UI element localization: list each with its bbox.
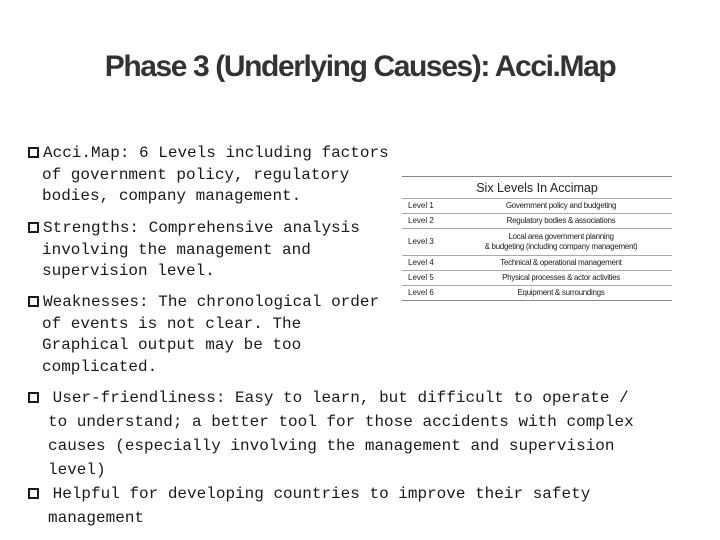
table-row <box>402 255 672 270</box>
bullet-text: causes (especially involving the management and supervision <box>48 437 615 455</box>
bullet-text: of government policy, regulatory <box>42 165 350 184</box>
level-description-line: Local area government planning <box>508 232 614 241</box>
level-label: Level 2 <box>408 216 434 225</box>
checkbox-bullet-icon <box>28 392 39 403</box>
table-row <box>402 213 672 228</box>
checkbox-bullet-icon <box>28 222 39 233</box>
bullet-text: supervision level. <box>42 262 215 280</box>
level-description: Government policy and budgeting <box>505 201 617 210</box>
bullet-accimap <box>28 143 389 208</box>
bullet-term: Weaknesses: <box>43 293 149 311</box>
bullet-text: Comprehensive analysis <box>148 219 360 237</box>
level-description: Equipment & surroundings <box>517 288 605 297</box>
bullet-text: management <box>48 509 145 527</box>
table-row <box>402 228 672 255</box>
level-description: Physical processes & actor activities <box>502 273 620 282</box>
level-label: Level 4 <box>408 258 434 267</box>
slide-title: Phase 3 (Underlying Causes): Acci.Map <box>104 50 616 83</box>
checkbox-bullet-icon <box>28 147 39 158</box>
bullet-term: User-friendliness: <box>52 389 226 407</box>
bullet-text: Graphical output may be too <box>42 336 302 354</box>
bullet-text: Easy to learn, but difficult to operate / <box>235 389 629 407</box>
checkbox-bullet-icon <box>28 296 39 307</box>
bullet-text: The chronological order <box>158 293 380 311</box>
bullet-term: Acci.Map: <box>43 144 130 162</box>
checkbox-bullet-icon <box>28 488 39 499</box>
bullet-term: Strengths: <box>43 219 140 237</box>
level-label: Level 1 <box>408 201 434 210</box>
bullet-text: 6 Levels including factors <box>139 144 389 162</box>
bullet-text: Helpful for developing countries to improve their safety <box>52 485 591 503</box>
level-label: Level 5 <box>408 273 434 282</box>
table-row <box>402 270 672 285</box>
bullet-text: of events is not clear. The <box>42 314 302 333</box>
level-label: Level 3 <box>408 237 434 246</box>
level-description: Technical & operational management <box>500 258 622 267</box>
level-label: Level 6 <box>408 288 434 297</box>
table-row <box>402 198 672 213</box>
bullet-text: complicated. <box>42 357 158 376</box>
bullet-strengths <box>28 218 360 283</box>
level-description-line: & budgeting (including company management) <box>484 242 638 251</box>
table-title: Six Levels In Accimap <box>402 176 672 198</box>
accimap-levels-table <box>402 176 672 301</box>
level-description: Regulatory bodies & associations <box>506 216 616 225</box>
bullet-weaknesses <box>28 292 379 378</box>
bullet-text: to understand; a better tool for those accidents with complex <box>48 413 634 431</box>
bullet-text: level) <box>48 461 106 479</box>
bullet-helpful <box>28 482 590 530</box>
bullet-user-friendliness <box>28 386 634 482</box>
table-row <box>402 285 672 301</box>
level-description <box>450 232 672 252</box>
bullet-text: involving the management and <box>42 240 311 259</box>
bullet-text: bodies, company management. <box>42 187 302 205</box>
